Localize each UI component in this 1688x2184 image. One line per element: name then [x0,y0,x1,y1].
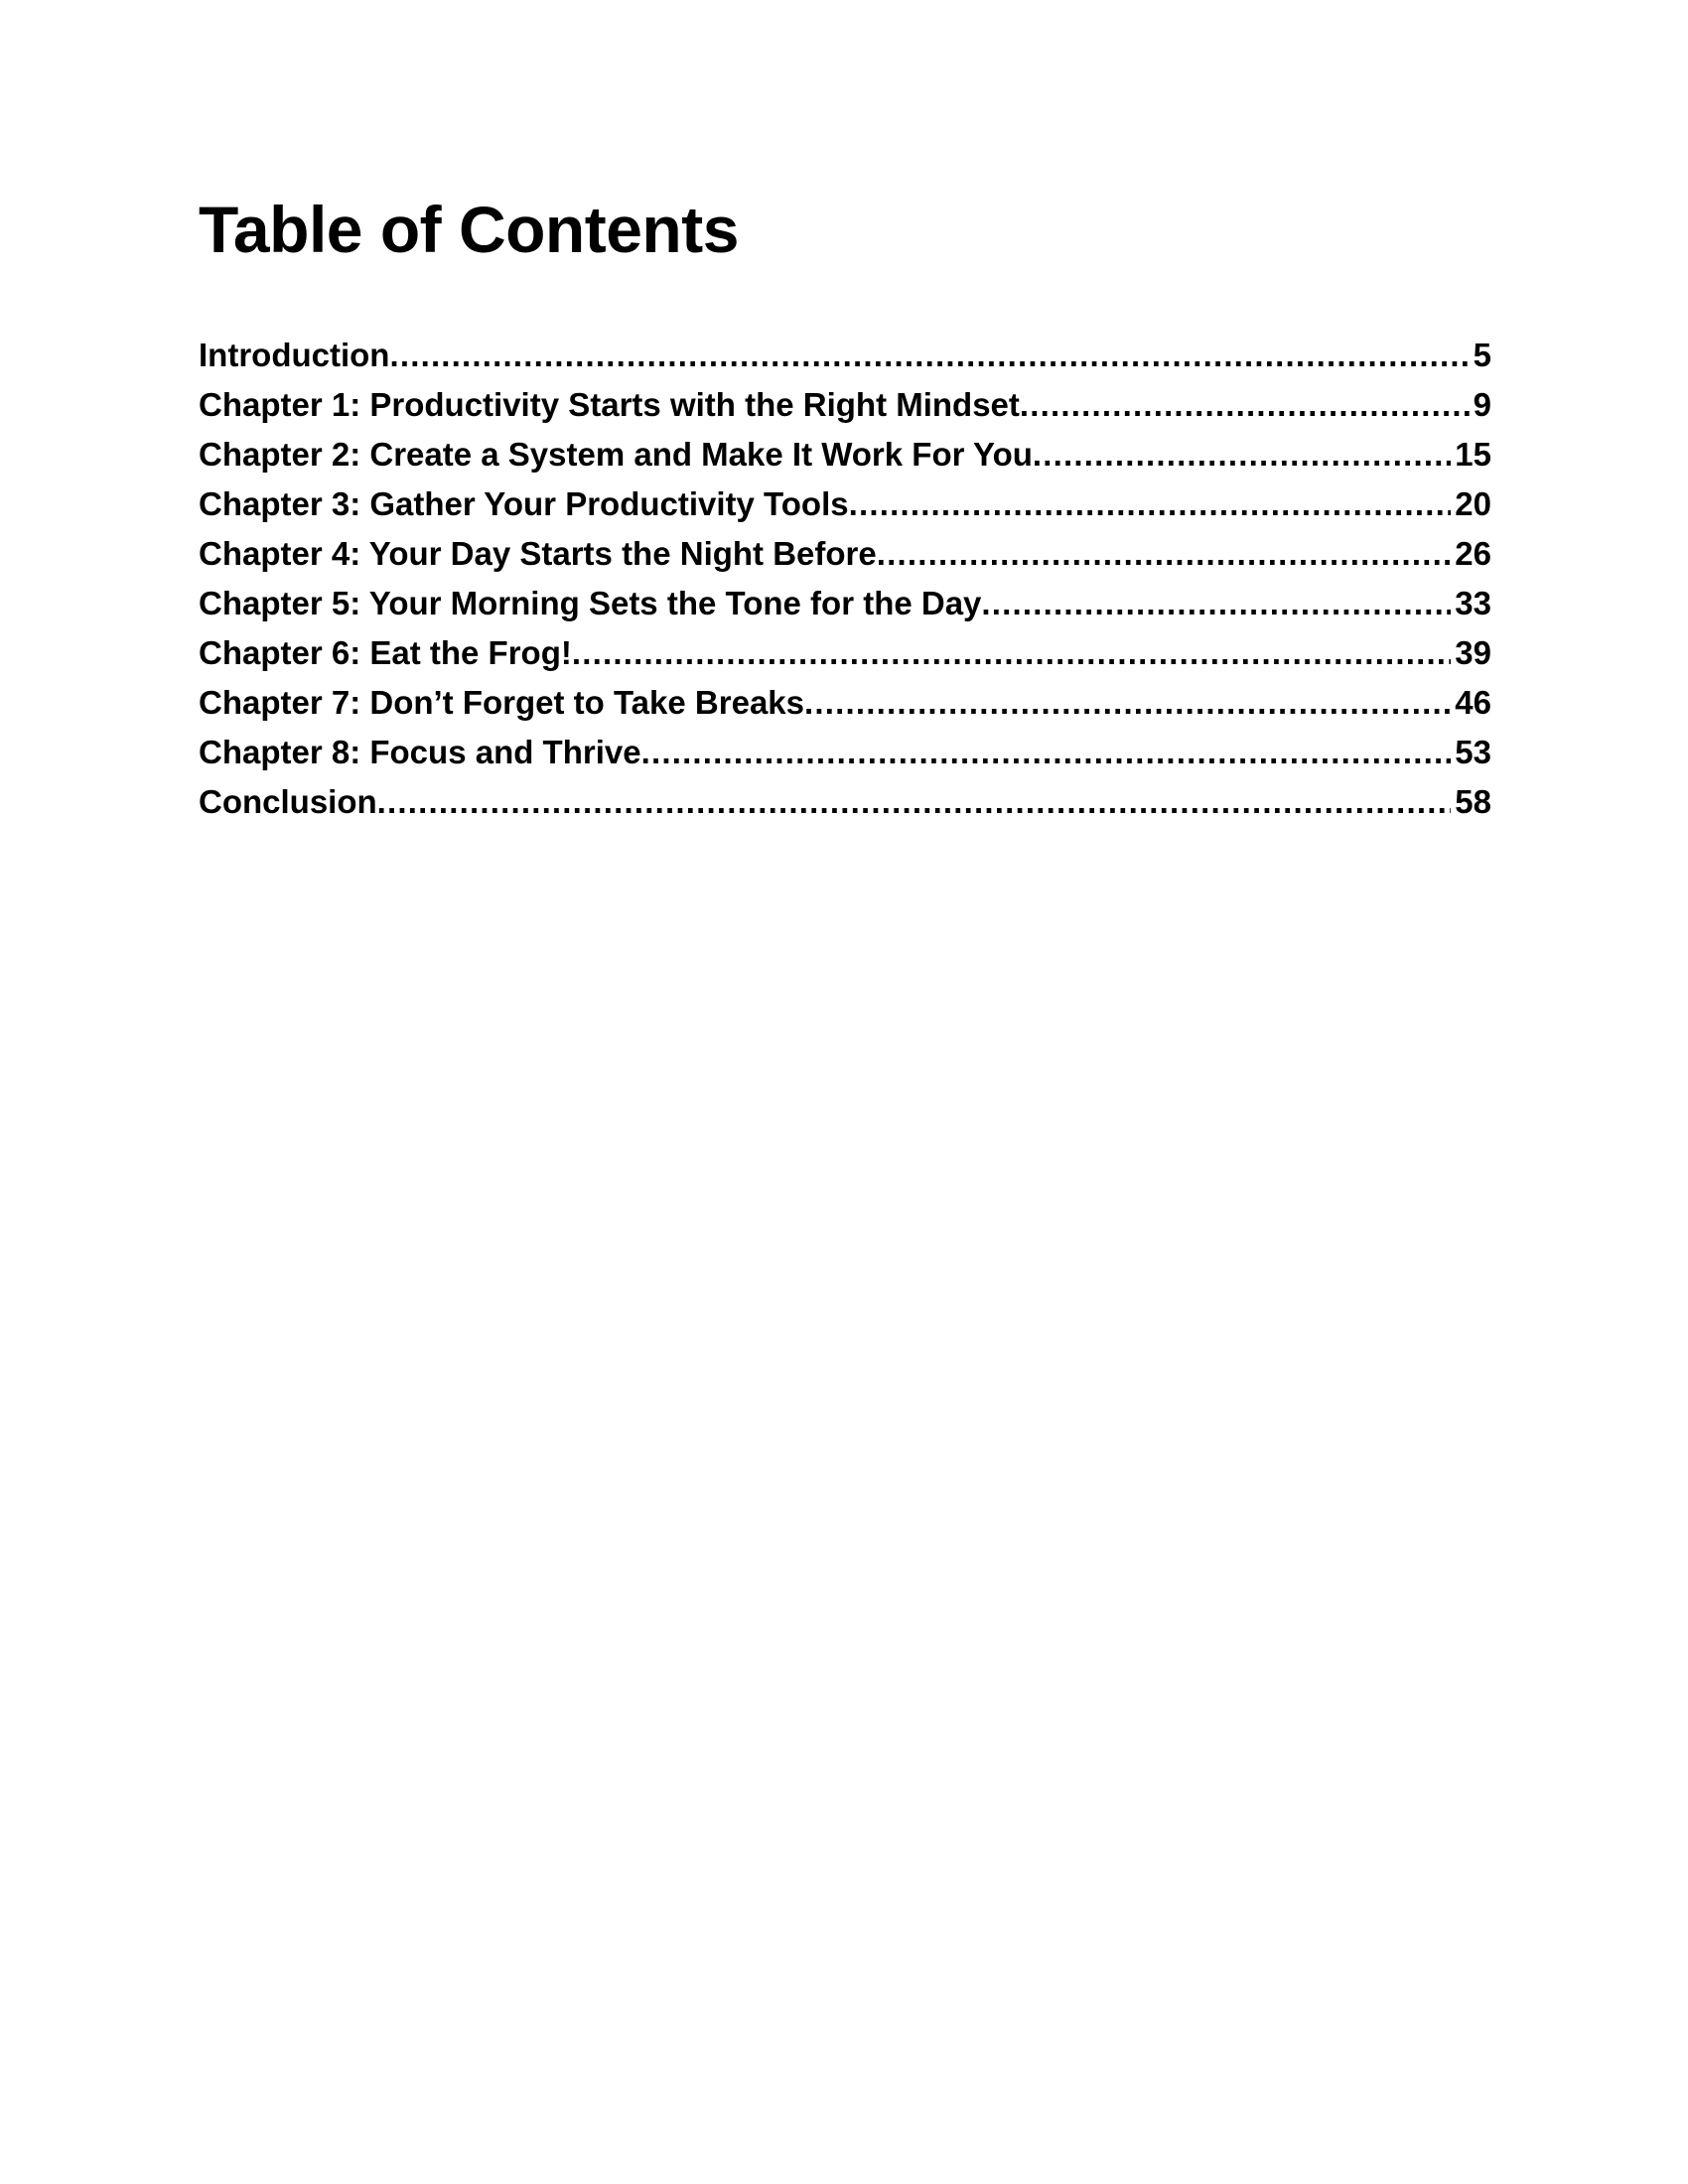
toc-entry-label: Chapter 1: Productivity Starts with the Right Mindset [199,386,1020,423]
toc-page-number: 20 [1455,485,1491,522]
toc-page-number: 46 [1455,684,1491,721]
toc-entry-label: Introduction [199,337,390,373]
toc-dot-leader [389,331,1469,380]
toc-dot-leader [572,628,1451,678]
toc-entry-label: Chapter 2: Create a System and Make It Work For You [199,436,1033,473]
toc-page-number: 58 [1455,783,1491,820]
toc-dot-leader [1033,430,1451,479]
toc-entry-chapter-3[interactable] [199,479,1491,529]
toc-dot-leader [877,529,1452,579]
toc-entry-chapter-7[interactable] [199,678,1491,728]
toc-dot-leader [1020,380,1470,430]
toc-entry-label: Chapter 6: Eat the Frog! [199,634,572,671]
toc-page-number: 26 [1455,535,1491,572]
toc-entry-label: Chapter 5: Your Morning Sets the Tone for the Day [199,585,982,621]
toc-entry-label: Chapter 3: Gather Your Productivity Tools [199,485,849,522]
toc-entry-chapter-8[interactable] [199,728,1491,777]
toc-list [199,331,1491,827]
toc-entry-label: Chapter 7: Don’t Forget to Take Breaks [199,684,805,721]
toc-entry-conclusion[interactable] [199,777,1491,827]
toc-dot-leader [981,579,1451,628]
toc-entry-chapter-5[interactable] [199,579,1491,628]
toc-dot-leader [804,678,1451,728]
toc-dot-leader [849,479,1452,529]
toc-entry-label: Chapter 8: Focus and Thrive [199,734,641,770]
toc-page-number: 53 [1455,734,1491,770]
toc-page-number: 9 [1473,386,1491,423]
toc-page-number: 15 [1455,436,1491,473]
toc-entry-introduction[interactable] [199,331,1491,380]
toc-entry-chapter-4[interactable] [199,529,1491,579]
page-title: Table of Contents [199,193,739,266]
toc-entry-label: Conclusion [199,783,377,820]
toc-dot-leader [641,728,1452,777]
toc-page-number: 39 [1455,634,1491,671]
toc-entry-chapter-6[interactable] [199,628,1491,678]
toc-page-number: 33 [1455,585,1491,621]
toc-entry-label: Chapter 4: Your Day Starts the Night Before [199,535,877,572]
toc-entry-chapter-1[interactable] [199,380,1491,430]
toc-dot-leader [377,777,1452,827]
toc-page-number: 5 [1473,337,1491,373]
toc-entry-chapter-2[interactable] [199,430,1491,479]
